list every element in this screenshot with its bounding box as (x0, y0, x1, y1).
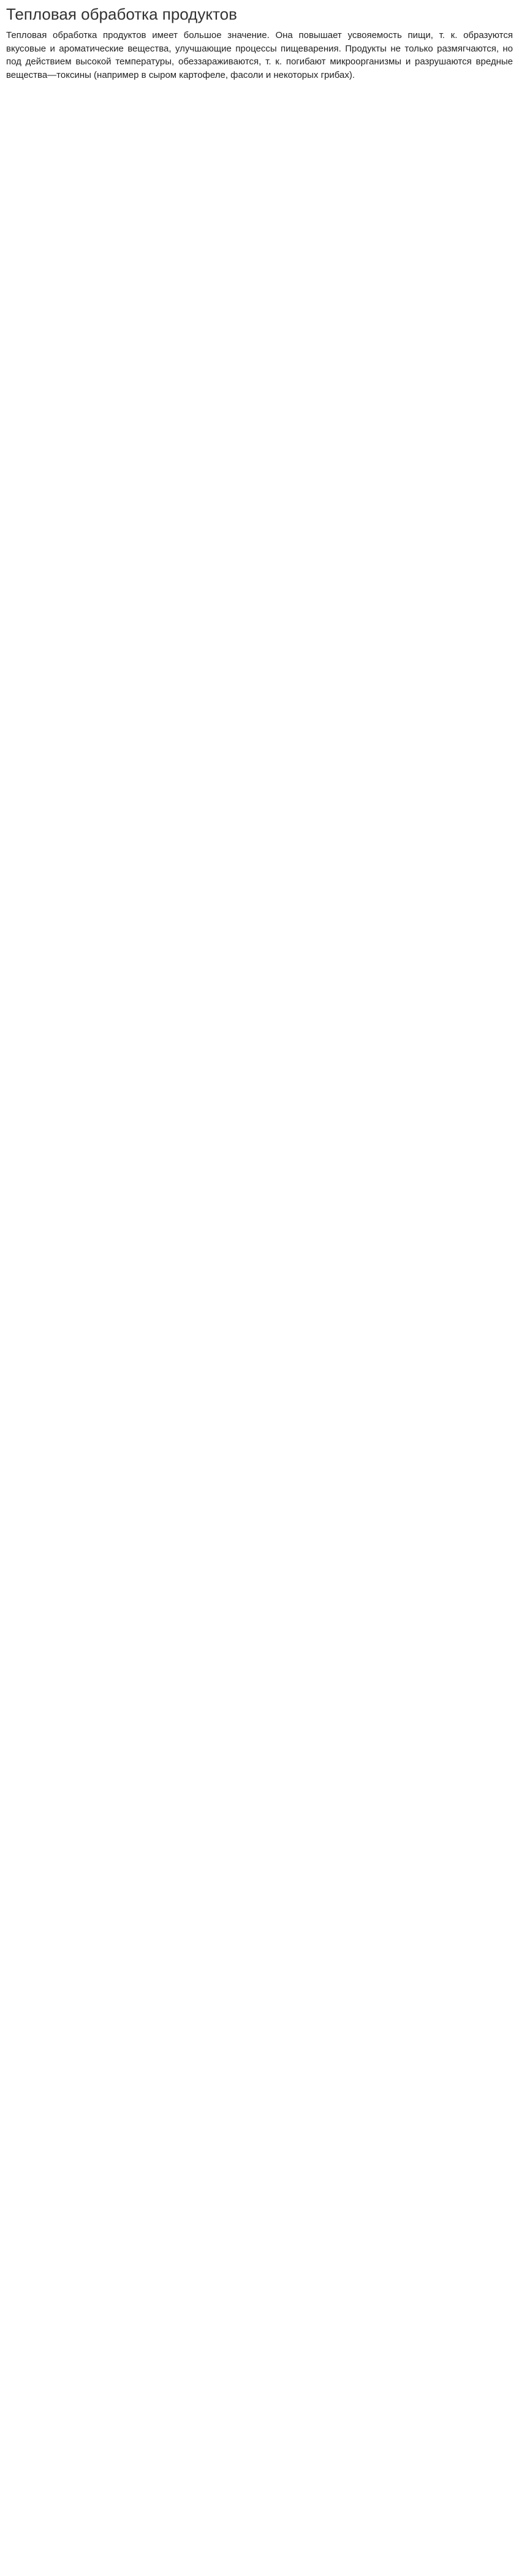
article-paragraph: Тепловая обработка продуктов имеет большое значение. Она повышает усвояемость пищи, т. к. образуются вкусовые и ароматические вещества, улучшающие процессы пищеварения. Продукты не только размягчаются, но под действием высокой температуры, обеззараживаются, т. к. погибают микроорганизмы и разрушаются вредные вещества—токсины (например в сыром картофеле, фасоли и некоторых грибах). (6, 30, 513, 80)
article-page (0, 0, 519, 100)
article-body (6, 29, 513, 82)
article-title: Тепловая обработка продуктов (6, 5, 237, 23)
